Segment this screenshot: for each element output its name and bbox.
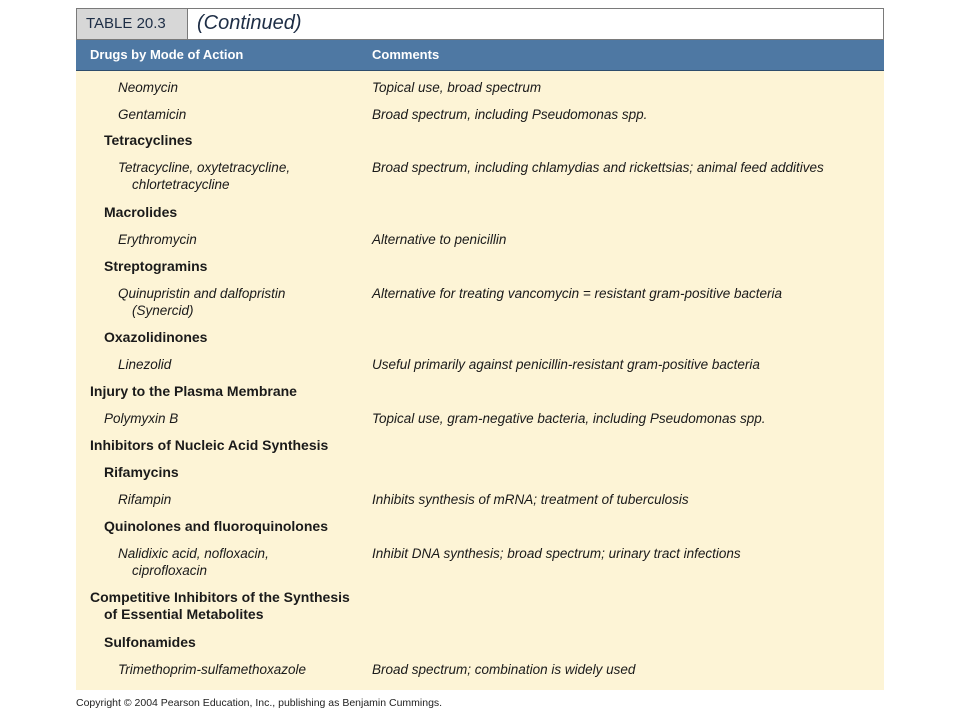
- drug-name: Neomycin: [118, 80, 179, 95]
- mode-of-action-heading: Inhibitors of Nucleic Acid Synthesis: [90, 437, 329, 453]
- mode-of-action-heading: [90, 589, 350, 623]
- drug-name-line2: ciprofloxacin: [132, 563, 208, 578]
- drug-name: Polymyxin B: [104, 411, 179, 426]
- drug-name-line2: chlortetracycline: [132, 177, 230, 192]
- drug-class-heading: Rifamycins: [104, 464, 179, 480]
- drug-name-line2: (Synercid): [132, 303, 194, 318]
- drug-comment: Alternative for treating vancomycin = resistant gram-positive bacteria: [372, 286, 783, 301]
- drug-comment: Broad spectrum, including chlamydias and rickettsias; animal feed additives: [372, 160, 824, 175]
- drug-name-line1: Quinupristin and dalfopristin: [118, 286, 286, 301]
- drug-comment: Broad spectrum, including Pseudomonas spp.: [372, 107, 648, 122]
- drug-comment: Alternative to penicillin: [372, 232, 507, 247]
- drug-name: [118, 545, 269, 579]
- drug-class-heading: Quinolones and fluoroquinolones: [104, 518, 328, 534]
- table-label: TABLE 20.3: [77, 9, 188, 39]
- column-header-drugs: Drugs by Mode of Action: [90, 47, 244, 62]
- drug-class-heading: Sulfonamides: [104, 634, 196, 650]
- drug-name: Rifampin: [118, 492, 172, 507]
- column-header-bar: [76, 40, 884, 71]
- drug-name: Gentamicin: [118, 107, 187, 122]
- drug-comment: Broad spectrum; combination is widely used: [372, 662, 636, 677]
- drug-class-heading: Macrolides: [104, 204, 178, 220]
- drug-name: [118, 159, 290, 193]
- drug-comment: Inhibit DNA synthesis; broad spectrum; urinary tract infections: [372, 546, 741, 561]
- drug-name: [118, 285, 285, 319]
- drug-name: Erythromycin: [118, 232, 197, 247]
- copyright-notice: Copyright © 2004 Pearson Education, Inc., publishing as Benjamin Cummings.: [76, 697, 443, 709]
- drug-name-line1: Nalidixic acid, nofloxacin,: [118, 546, 269, 561]
- column-header-comments: Comments: [372, 47, 440, 62]
- mode-of-action-heading: Injury to the Plasma Membrane: [90, 383, 297, 399]
- drug-comment: Topical use, broad spectrum: [372, 80, 542, 95]
- drug-class-heading: Tetracyclines: [104, 132, 193, 148]
- table-frame: [76, 8, 884, 690]
- heading-line1: Competitive Inhibitors of the Synthesis: [90, 589, 350, 605]
- table-subtitle: (Continued): [197, 12, 302, 34]
- drug-comment: Useful primarily against penicillin-resistant gram-positive bacteria: [372, 357, 760, 372]
- heading-line2: of Essential Metabolites: [104, 606, 264, 622]
- drug-class-heading: Streptogramins: [104, 258, 208, 274]
- drug-name-line1: Tetracycline, oxytetracycline,: [118, 160, 291, 175]
- drug-class-heading: Oxazolidinones: [104, 329, 208, 345]
- drug-comment: Topical use, gram-negative bacteria, including Pseudomonas spp.: [372, 411, 766, 426]
- drug-name: Linezolid: [118, 357, 172, 372]
- drug-name: Trimethoprim-sulfamethoxazole: [118, 662, 307, 677]
- table-title-bar: [76, 8, 884, 40]
- drug-comment: Inhibits synthesis of mRNA; treatment of tuberculosis: [372, 492, 689, 507]
